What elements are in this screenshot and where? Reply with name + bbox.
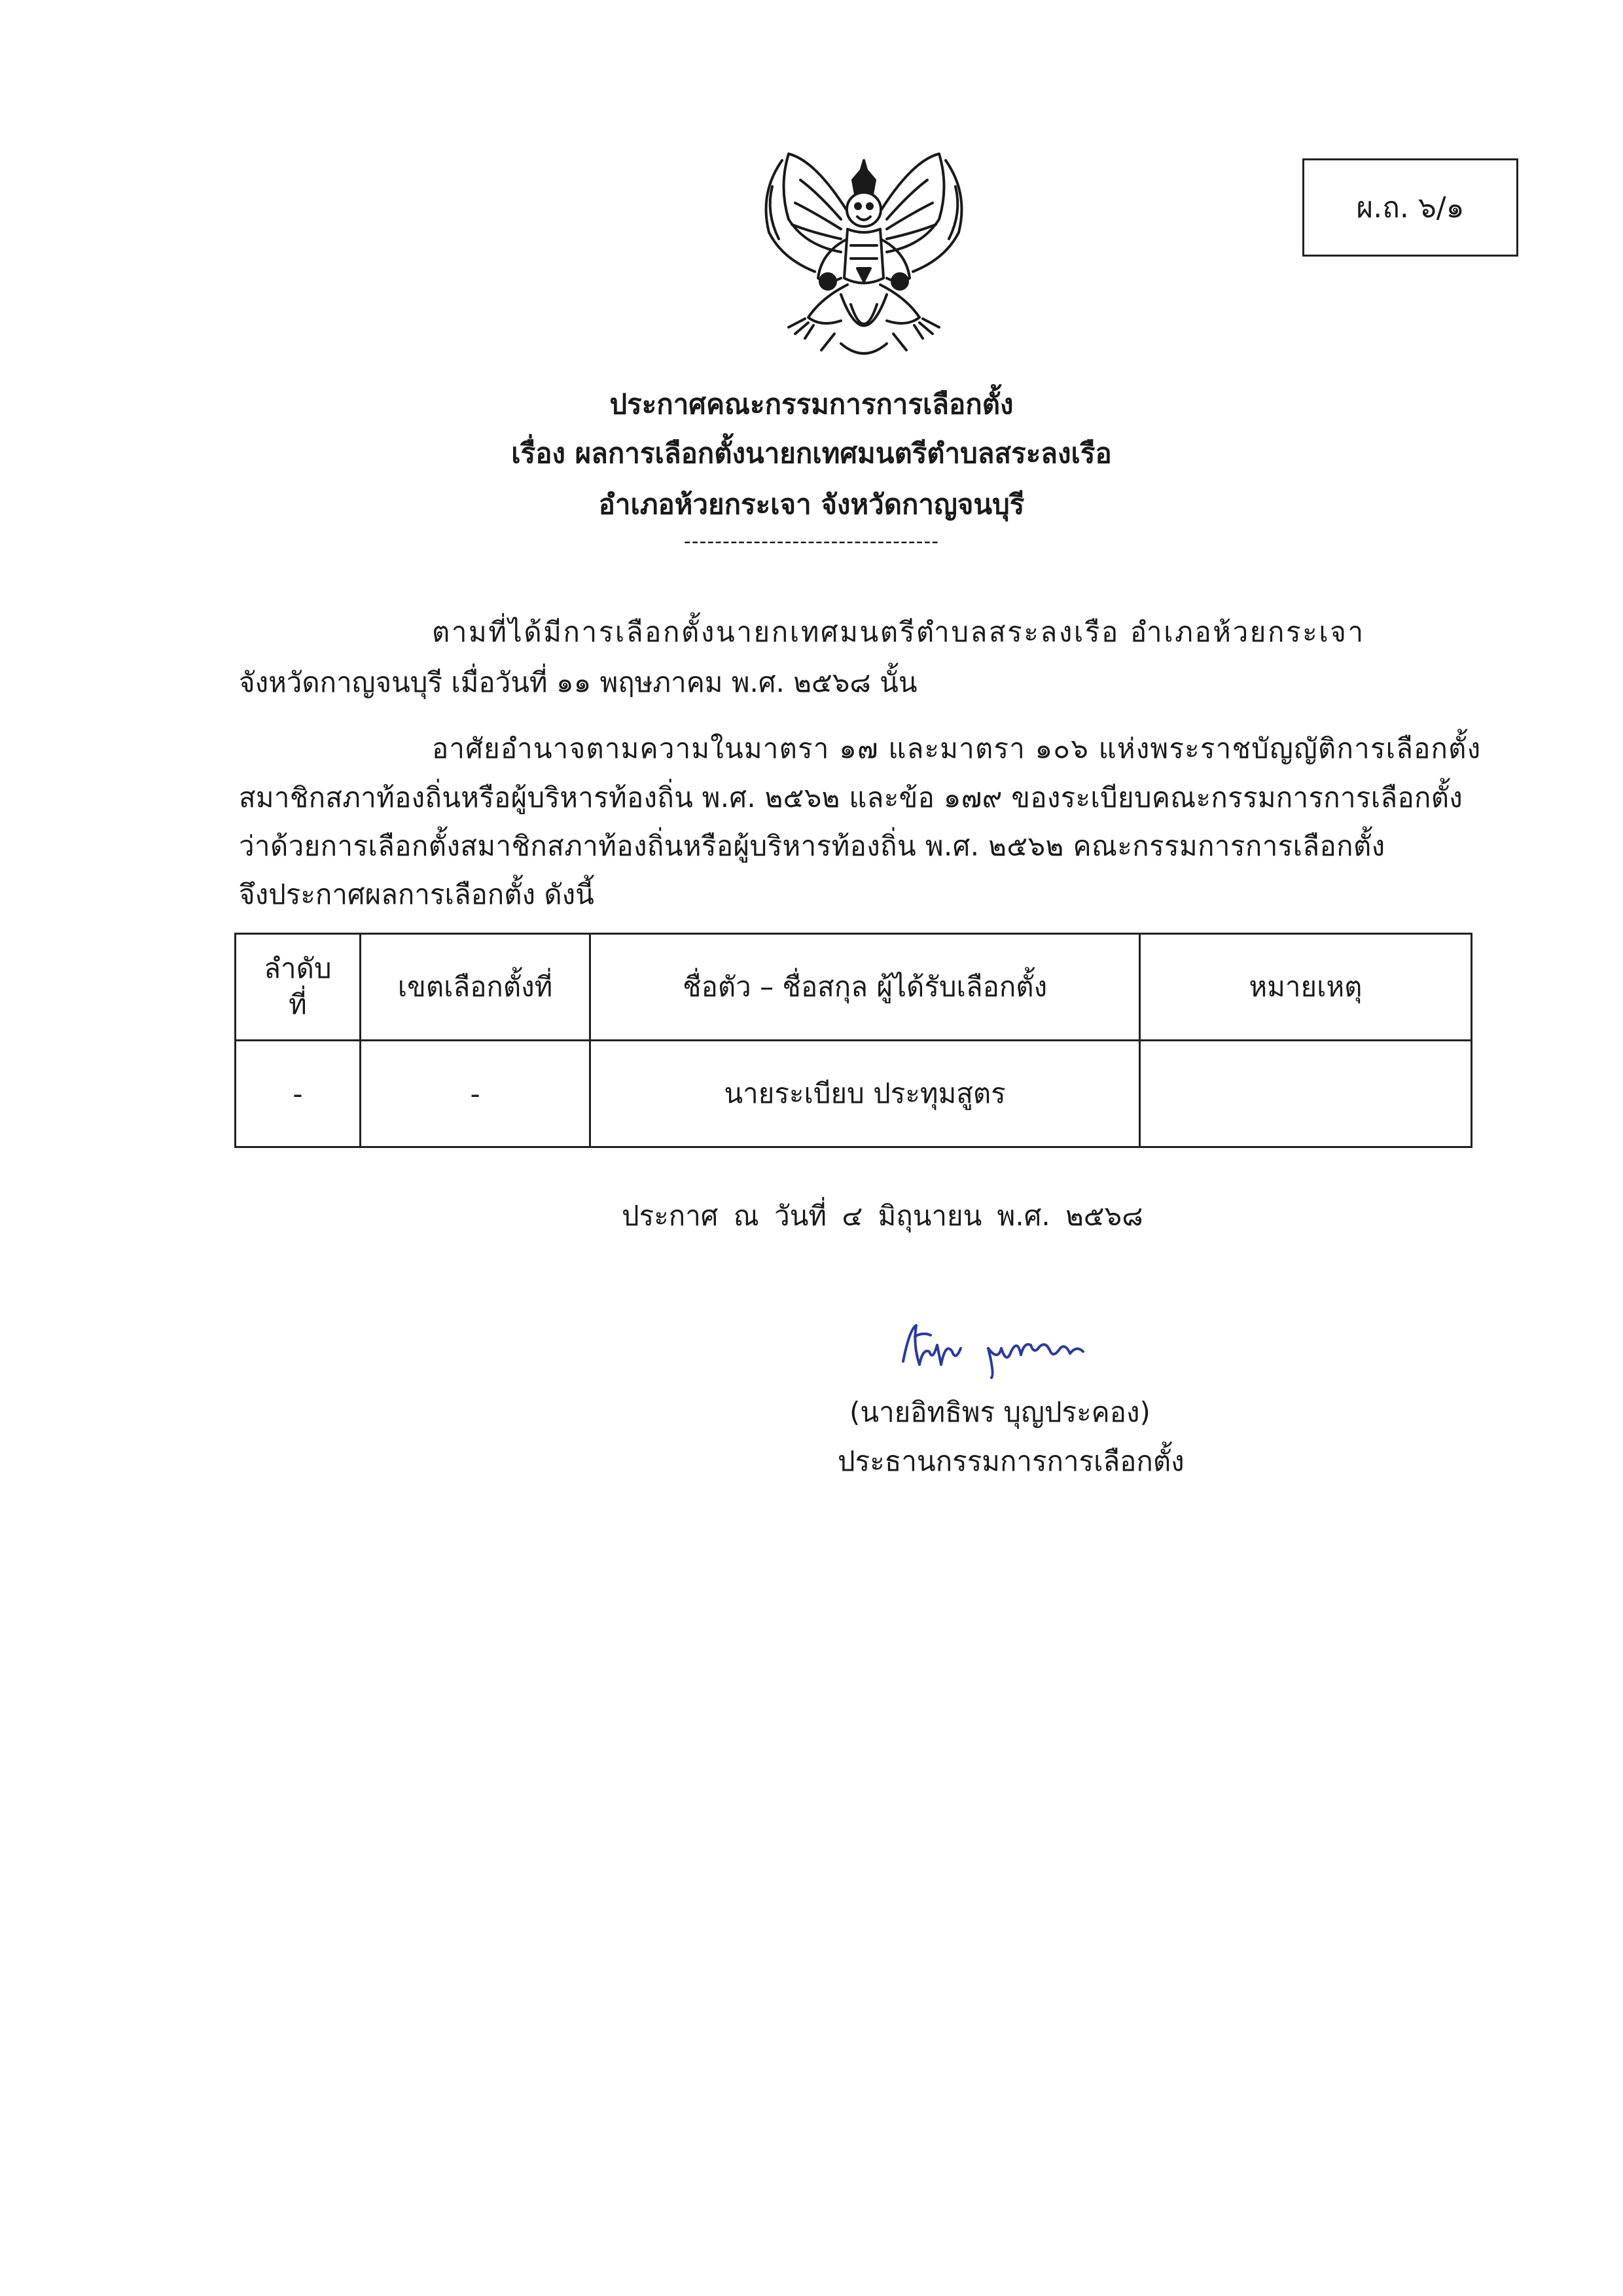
announcement-location: อำเภอห้วยกระเจา จังหวัดกาญจนบุรี xyxy=(598,488,1025,520)
paragraph-2-line-4: จึงประกาศผลการเลือกตั้ง ดังนี้ xyxy=(239,878,594,910)
form-code-text: ผ.ถ. ๖/๑ xyxy=(1356,191,1465,224)
announcement-subject: เรื่อง ผลการเลือกตั้งนายกเทศมนตรีตำบลสระลงเรือ xyxy=(511,437,1112,469)
announcement-date: ประกาศ ณ วันที่ ๔ มิถุนายน พ.ศ. ๒๕๖๘ xyxy=(622,1200,1143,1232)
paragraph-1-line-2: จังหวัดกาญจนบุรี เมื่อวันที่ ๑๑ พฤษภาคม พ.ศ. ๒๕๖๘ นั้น xyxy=(239,666,918,698)
table-header-row xyxy=(236,934,1472,1041)
paragraph-1-line-1: ตามที่ได้มีการเลือกตั้งนายกเทศมนตรีตำบลสระลงเรือ อำเภอห้วยกระเจา xyxy=(432,616,1365,648)
election-results-table xyxy=(234,933,1472,1148)
cell-district: - xyxy=(360,1041,590,1147)
cell-remark xyxy=(1139,1041,1471,1147)
header-order-line-2: ที่ xyxy=(289,988,307,1020)
paragraph-2-line-1: อาศัยอำนาจตามความในมาตรา ๑๗ และมาตรา ๑๐๖ แห่งพระราชบัญญัติการเลือกตั้ง xyxy=(432,732,1482,764)
paragraph-2-line-3: ว่าด้วยการเลือกตั้งสมาชิกสภาท้องถิ่นหรือผู้บริหารท้องถิ่น พ.ศ. ๒๕๖๒ คณะกรรมการการเลือกตั้ง xyxy=(239,830,1385,862)
garuda-emblem-icon xyxy=(743,147,985,367)
header-district: เขตเลือกตั้งที่ xyxy=(360,934,590,1041)
header-name: ชื่อตัว – ชื่อสกุล ผู้ได้รับเลือกตั้ง xyxy=(590,934,1140,1041)
cell-name: นายระเบียบ ประทุมสูตร xyxy=(590,1041,1140,1147)
signer-title: ประธานกรรมการการเลือกตั้ง xyxy=(838,1445,1185,1477)
header-order-line-1: ลำดับ xyxy=(264,952,332,985)
cell-order: - xyxy=(236,1041,361,1147)
header-remark: หมายเหตุ xyxy=(1139,934,1471,1041)
signature-icon xyxy=(897,1316,1113,1381)
form-code-box xyxy=(1302,158,1518,257)
announcement-title: ประกาศคณะกรรมการการเลือกตั้ง xyxy=(609,388,1014,420)
table-row xyxy=(236,1041,1472,1147)
paragraph-2-line-2: สมาชิกสภาท้องถิ่นหรือผู้บริหารท้องถิ่น พ.ศ. ๒๕๖๒ และข้อ ๑๗๙ ของระเบียบคณะกรรมการการเลือกตั้ง xyxy=(239,781,1463,814)
signer-name: (นายอิทธิพร บุญประคอง) xyxy=(849,1396,1150,1428)
title-divider: --------------------------------- xyxy=(683,530,940,553)
header-order xyxy=(236,934,361,1041)
